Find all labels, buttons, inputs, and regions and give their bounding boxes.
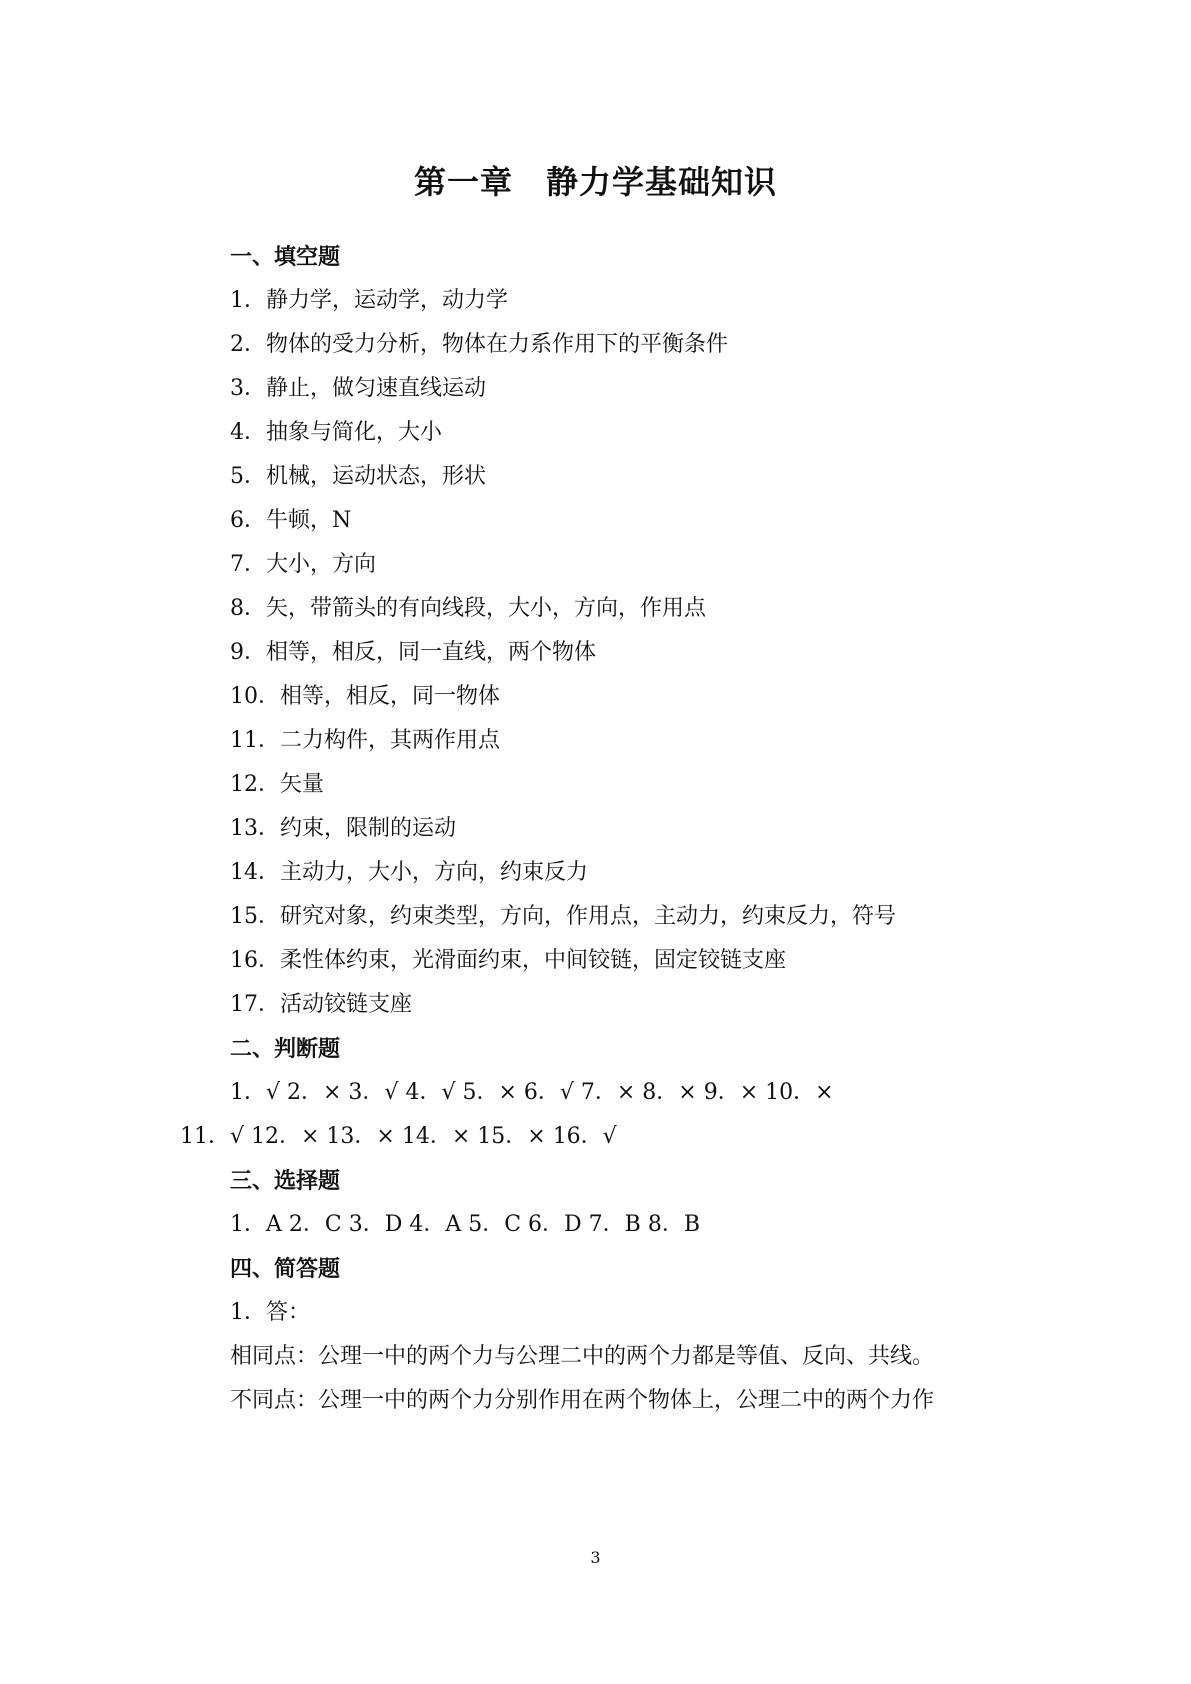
answer-line: 16．柔性体约束，光滑面约束，中间铰链，固定铰链支座 xyxy=(230,948,786,973)
answer-line: 17．活动铰链支座 xyxy=(230,992,412,1017)
true-false-answers-line-1: 1．√ 2．× 3．√ 4．√ 5．× 6．√ 7．× 8．× 9．× 10．× xyxy=(230,1080,834,1105)
answer-line: 12．矢量 xyxy=(230,772,324,797)
section-heading-fill-blank: 一、填空题 xyxy=(230,244,341,270)
answer-line: 9．相等，相反，同一直线，两个物体 xyxy=(230,640,596,665)
chapter-title: 第一章 静力学基础知识 xyxy=(413,163,777,201)
page-number: 3 xyxy=(590,1548,601,1567)
answer-line: 2．物体的受力分析，物体在力系作用下的平衡条件 xyxy=(230,332,728,357)
answer-line: 15．研究对象，约束类型，方向，作用点，主动力，约束反力，符号 xyxy=(230,904,896,929)
answer-line: 3．静止，做匀速直线运动 xyxy=(230,376,486,401)
answer-line: 1．静力学，运动学，动力学 xyxy=(230,288,508,313)
true-false-answers-line-2: 11．√ 12．× 13．× 14．× 15．× 16．√ xyxy=(180,1124,617,1149)
short-answer-difference: 不同点：公理一中的两个力分别作用在两个物体上，公理二中的两个力作 xyxy=(230,1388,935,1413)
section-heading-short-answer: 四、简答题 xyxy=(230,1256,341,1282)
answer-line: 10．相等，相反，同一物体 xyxy=(230,684,500,709)
answer-line: 13．约束，限制的运动 xyxy=(230,816,456,841)
short-answer-similarity: 相同点：公理一中的两个力与公理二中的两个力都是等值、反向、共线。 xyxy=(230,1344,935,1369)
answer-line: 8．矢，带箭头的有向线段，大小，方向，作用点 xyxy=(230,596,706,621)
section-heading-choice: 三、选择题 xyxy=(230,1168,341,1194)
answer-line: 5．机械，运动状态，形状 xyxy=(230,464,486,489)
section-heading-true-false: 二、判断题 xyxy=(230,1036,341,1062)
answer-line: 7．大小，方向 xyxy=(230,552,376,577)
answer-line: 4．抽象与简化，大小 xyxy=(230,420,442,445)
answer-line: 11．二力构件，其两作用点 xyxy=(230,728,500,753)
short-answer-label: 1．答： xyxy=(230,1300,310,1325)
choice-answers-line: 1．A 2．C 3．D 4．A 5．C 6．D 7．B 8．B xyxy=(230,1212,700,1237)
answer-line: 14．主动力，大小，方向，约束反力 xyxy=(230,860,588,885)
answer-line: 6．牛顿，N xyxy=(230,508,352,533)
